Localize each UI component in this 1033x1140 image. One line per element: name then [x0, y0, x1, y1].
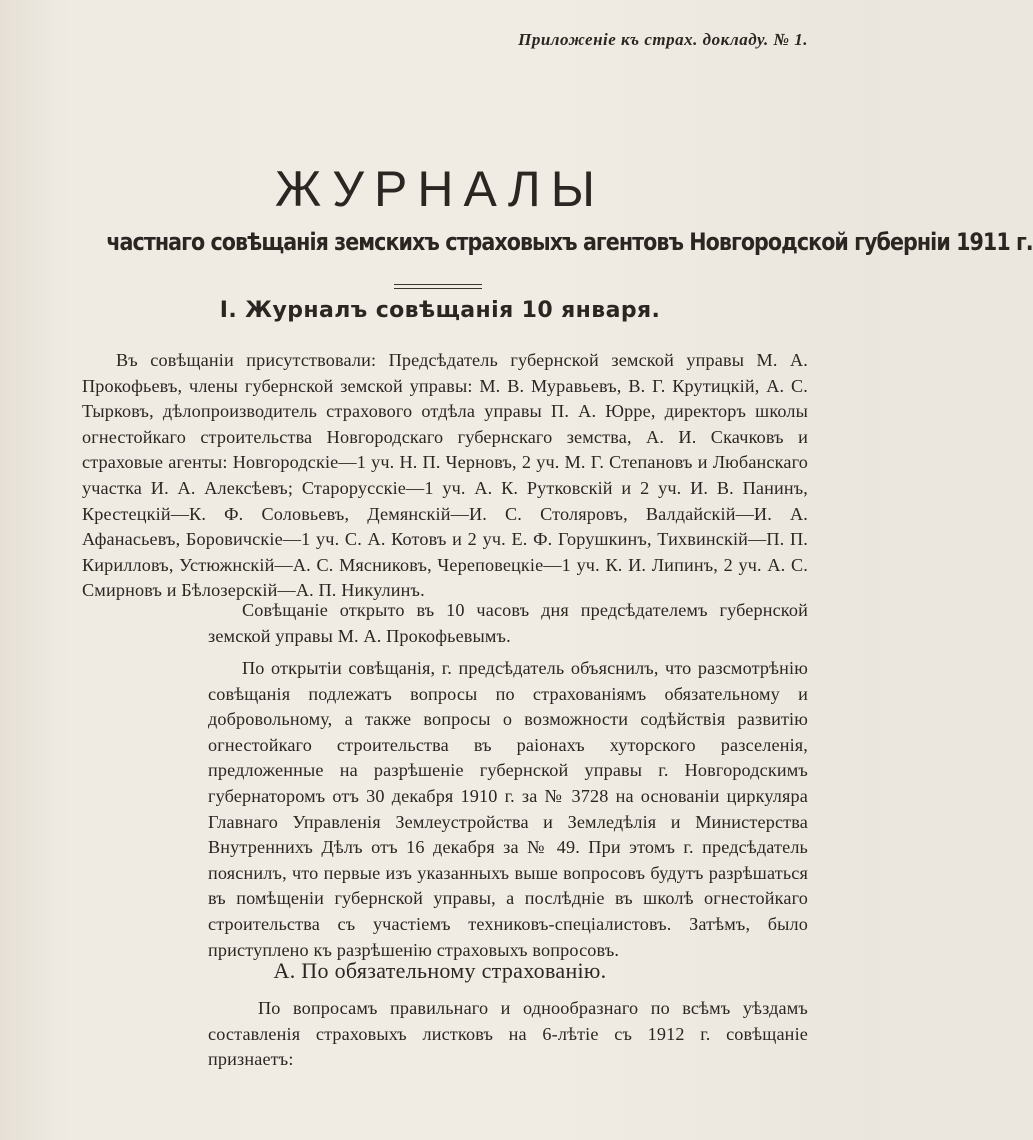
subtitle: частнаго совѣщанія земскихъ страховыхъ агентовъ Новгородской губерніи 1911 г. [106, 228, 1033, 256]
opening-paragraph: Совѣщаніе открыто въ 10 часовъ дня предсѣдателемъ губернской земской управы М. А. Прокофьевымъ. [208, 600, 808, 646]
appendix-reference: Приложеніе къ страх. докладу. № 1. [518, 30, 808, 49]
title-divider [394, 284, 482, 289]
agenda-paragraph: По открытіи совѣщанія, г. предсѣдатель объяснилъ, что разсмотрѣнію совѣщанія подлежатъ вопросы по страхованіямъ обязательному и добровольному, а также вопросы о возможности содѣйствія развитію огнестойкаго строительства въ раіонахъ хуторского разселенія, предложенные на разрѣшеніе губернской управы г. Новгородскимъ губернаторомъ отъ 30 декабря 1910 г. за № 3728 на основаніи циркуляра Главнаго Управленія Землеустройства и Земледѣлія и Министерства Внутреннихъ Дѣлъ отъ 16 декабря за № 49. При этомъ г. предсѣдатель пояснилъ, что первые изъ указанныхъ выше вопросовъ будутъ разрѣшаться въ помѣщеніи губернской управы, а послѣдніе въ школѣ огнестойкаго строительства съ участіемъ техниковъ-спеціалистовъ. Затѣмъ, было приступлено къ разрѣшенію страховыхъ вопросовъ. [208, 658, 808, 960]
attendees-paragraph: Въ совѣщаніи присутствовали: Предсѣдатель губернской земской управы М. А. Прокофьевъ, члены губернской земской управы: М. В. Муравьевъ, В. Г. Крутицкій, А. С. Тырковъ, дѣлопроизводитель страхового отдѣла управы П. А. Юрре, директоръ школы огнестойкаго строительства Новгородскаго губернскаго земства, А. И. Скачковъ и страховые агенты: Новгородскіе—1 уч. Н. П. Черновъ, 2 уч. М. Г. Степановъ и Любанскаго участка И. А. Алексѣевъ; Старорусскіе—1 уч. А. К. Рутковскій и 2 уч. И. В. Панинъ, Крестецкій—К. Ф. Соловьевъ, Демянскій—И. С. Столяровъ, Валдайскій—И. А. Афанасьевъ, Боровичскіе—1 уч. С. А. Котовъ и 2 уч. Е. Ф. Горушкинъ, Тихвинскій—П. П. Кирилловъ, Устюжнскій—А. С. Мясниковъ, Череповецкіе—1 уч. К. И. Липинъ, 2 уч. А. С. Смирновъ и Бѣлозерскій—А. П. Никулинъ. [82, 350, 808, 601]
uniformity-paragraph: По вопросамъ правильнаго и однообразнаго по всѣмъ уѣздамъ составленія страховыхъ листковъ на 6-лѣтіе съ 1912 г. совѣщаніе признаетъ: [208, 998, 808, 1070]
section-title: I. Журналъ совѣщанія 10 января. [219, 298, 661, 323]
subsection-title: А. По обязательному страхованію. [273, 958, 607, 983]
main-title: ЖУРНАЛЫ [274, 161, 605, 217]
